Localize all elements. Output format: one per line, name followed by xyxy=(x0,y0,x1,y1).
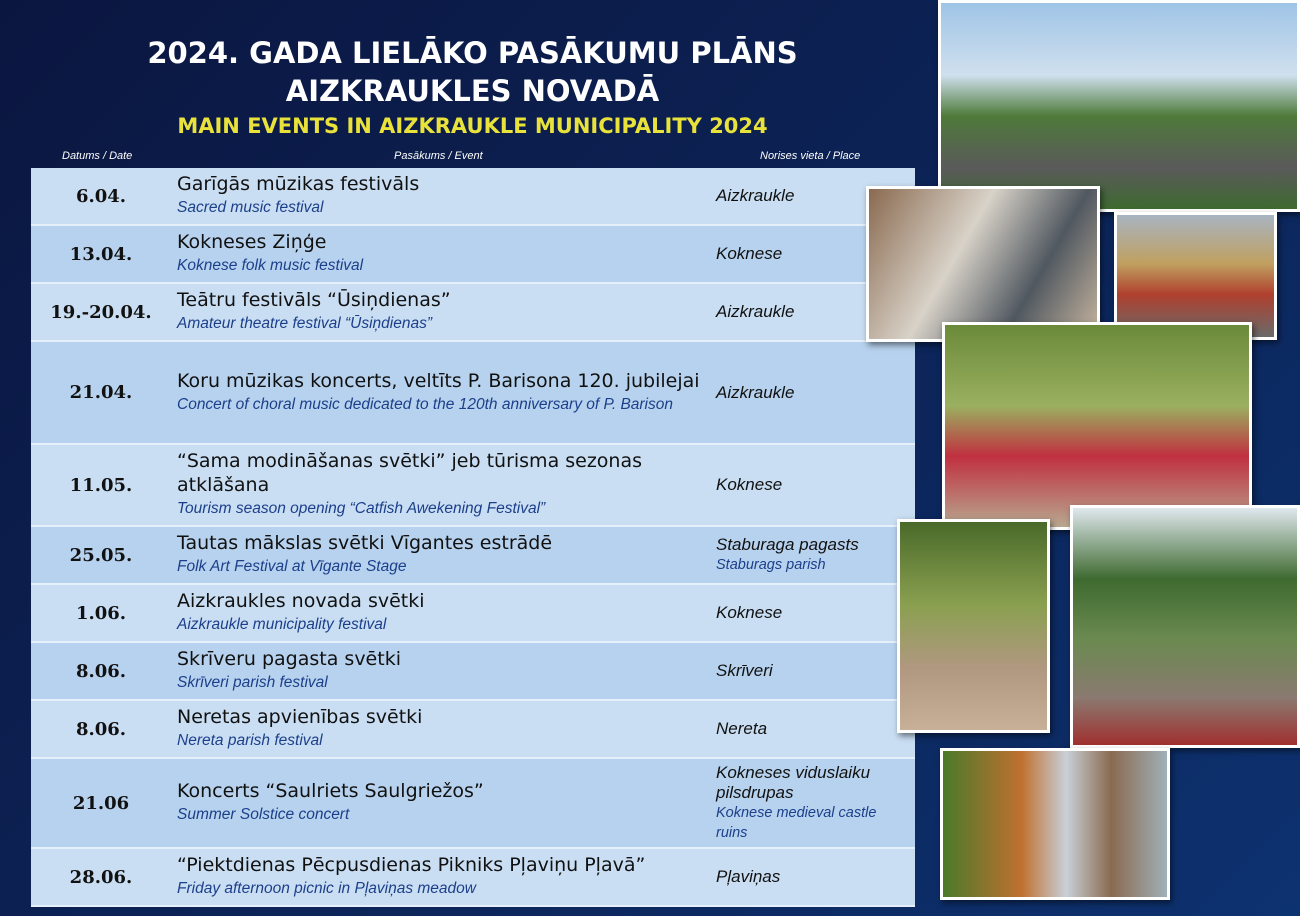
events-table xyxy=(31,168,915,907)
event-row xyxy=(31,526,915,584)
event-cell xyxy=(171,758,716,848)
place-name: Pļaviņas xyxy=(716,867,781,886)
event-date: 25.05. xyxy=(31,526,171,584)
photo-folk-dancers xyxy=(866,186,1100,342)
event-date: 21.04. xyxy=(31,341,171,444)
event-row xyxy=(31,444,915,526)
event-row xyxy=(31,848,915,906)
event-cell xyxy=(171,642,716,700)
place-cell xyxy=(716,642,915,700)
event-date: 28.06. xyxy=(31,848,171,906)
event-name-en: Aizkraukle municipality festival xyxy=(177,616,387,633)
event-row xyxy=(31,168,915,225)
place-name: Skrīveri xyxy=(716,661,773,680)
event-cell xyxy=(171,444,716,526)
event-name-en: Koknese folk music festival xyxy=(177,257,364,274)
event-name-lv: Aizkraukles novada svētki xyxy=(177,590,425,612)
column-header-event: Pasākums / Event xyxy=(394,150,483,162)
photo-catfish-festival xyxy=(942,322,1252,530)
place-cell xyxy=(716,758,915,848)
event-cell xyxy=(171,526,716,584)
event-date: 21.06 xyxy=(31,758,171,848)
event-row xyxy=(31,225,915,283)
event-name-en: Sacred music festival xyxy=(177,199,324,216)
photo-flag-parade xyxy=(938,0,1300,212)
event-name-lv: Koru mūzikas koncerts, veltīts P. Barisona 120. jubilejai xyxy=(177,369,700,392)
event-name-en: Tourism season opening “Catfish Awekening Festival” xyxy=(177,500,546,517)
title-line-1: 2024. GADA LIELĀKO PASĀKUMU PLĀNS xyxy=(147,36,798,70)
place-name: Kokneses viduslaiku pilsdrupas xyxy=(716,763,871,802)
subtitle: MAIN EVENTS IN AIZKRAUKLE MUNICIPALITY 2024 xyxy=(177,114,768,138)
event-name-lv: “Piektdienas Pēcpusdienas Pikniks Pļaviņu Pļavā” xyxy=(177,854,646,876)
event-cell xyxy=(171,584,716,642)
event-date: 8.06. xyxy=(31,700,171,758)
place-cell xyxy=(716,700,915,758)
event-cell xyxy=(171,848,716,906)
place-cell xyxy=(716,444,915,526)
place-name: Aizkraukle xyxy=(716,186,795,205)
event-name-en: Amateur theatre festival “Ūsiņdienas” xyxy=(177,315,433,332)
event-name-lv: Skrīveru pagasta svētki xyxy=(177,648,401,670)
event-name-en: Friday afternoon picnic in Pļaviņas meadow xyxy=(177,880,476,897)
event-date: 8.06. xyxy=(31,642,171,700)
place-name: Aizkraukle xyxy=(716,302,795,321)
event-name-en: Nereta parish festival xyxy=(177,732,323,749)
event-date: 19.-20.04. xyxy=(31,283,171,341)
photo-vintage-car xyxy=(1114,212,1277,340)
place-name: Nereta xyxy=(716,719,768,738)
event-name-en: Concert of choral music dedicated to the 120th anniversary of P. Barison xyxy=(177,395,673,413)
event-cell xyxy=(171,225,716,283)
place-name: Koknese xyxy=(716,475,783,494)
event-date: 11.05. xyxy=(31,444,171,526)
event-name-lv: Tautas mākslas svētki Vīgantes estrādē xyxy=(177,532,553,554)
event-name-lv: Neretas apvienības svētki xyxy=(177,706,423,728)
place-name: Koknese xyxy=(716,603,783,622)
event-cell xyxy=(171,283,716,341)
place-name: Staburaga pagasts xyxy=(716,535,859,554)
event-name-lv: Kokneses Ziņģe xyxy=(177,231,327,253)
event-row xyxy=(31,341,915,444)
place-cell xyxy=(716,584,915,642)
event-row xyxy=(31,584,915,642)
event-name-lv: Teātru festivāls “Ūsiņdienas” xyxy=(177,289,451,311)
event-cell xyxy=(171,341,716,444)
photo-painter xyxy=(940,748,1170,900)
event-name-lv: “Sama modināšanas svētki” jeb tūrisma sezonas atklāšana xyxy=(177,450,643,496)
event-name-en: Folk Art Festival at Vīgante Stage xyxy=(177,558,407,575)
title-line-2: AIZKRAUKLES NOVADĀ xyxy=(285,74,660,108)
event-cell xyxy=(171,700,716,758)
event-date: 6.04. xyxy=(31,168,171,225)
event-cell xyxy=(171,168,716,225)
place-cell xyxy=(716,848,915,906)
event-name-lv: Koncerts “Saulriets Saulgriežos” xyxy=(177,780,484,802)
photo-cyclists xyxy=(897,519,1050,733)
place-cell xyxy=(716,526,915,584)
event-name-en: Summer Solstice concert xyxy=(177,806,350,823)
column-header-place: Norises vieta / Place xyxy=(760,150,861,162)
column-header-date: Datums / Date xyxy=(62,150,133,162)
place-name-en: Koknese medieval castle ruins xyxy=(716,805,877,841)
event-name-lv: Garīgās mūzikas festivāls xyxy=(177,173,420,195)
place-cell xyxy=(716,341,915,444)
event-date: 13.04. xyxy=(31,225,171,283)
page-title xyxy=(30,34,915,110)
event-row xyxy=(31,642,915,700)
event-name-en: Skrīveri parish festival xyxy=(177,674,328,691)
event-row xyxy=(31,758,915,848)
place-name-en: Staburags parish xyxy=(716,557,826,573)
event-date: 1.06. xyxy=(31,584,171,642)
place-name: Aizkraukle xyxy=(716,382,795,402)
place-name: Koknese xyxy=(716,244,783,263)
event-row xyxy=(31,700,915,758)
event-row xyxy=(31,283,915,341)
photo-park-festival xyxy=(1070,505,1300,748)
